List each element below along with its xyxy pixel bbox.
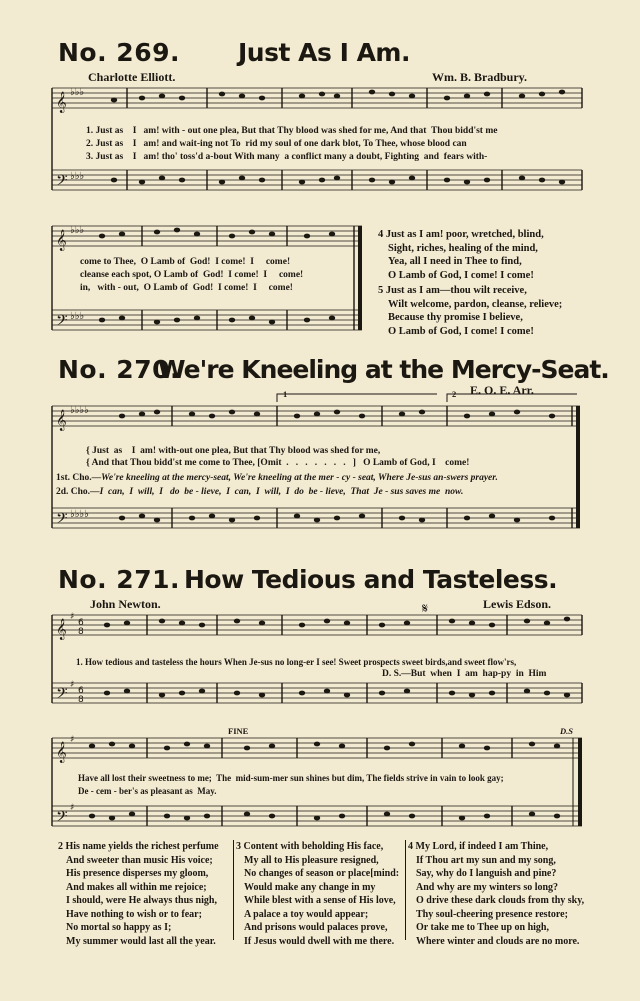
svg-text:6: 6 bbox=[78, 618, 84, 628]
svg-text:♯: ♯ bbox=[70, 612, 75, 622]
hymn-269-lyric-line: 2. Just as I am! and wait-ing not To rid my soul of one dark blot, To Thee, whose blood can bbox=[86, 139, 467, 149]
svg-text:♭♭♭: ♭♭♭ bbox=[70, 225, 85, 236]
hymn-270-chorus-2: 2d. Cho.—I can, I will, I do be - lieve, I can, I will, I do be - lieve, That Je - sus saves me now. bbox=[56, 487, 464, 497]
hymn-269-lyric-line: in, with - out, O Lamb of God! I come! I come! bbox=[80, 283, 293, 293]
hymn-271-verse-2: 2 His name yields the richest perfume And sweeter than music His voice; His presence disperses my gloom, And makes all within me rejoice; I should, were He always thus nigh, Have nothing to wish or to fear; No mortal so happy as I; My summer would last all the year. bbox=[58, 841, 219, 947]
hymn-269-title: Just As I Am. bbox=[238, 38, 410, 67]
hymn-271-ds-marker: D.S bbox=[560, 726, 573, 736]
hymn-269-verse-4: 4 Just as I am! poor, wretched, blind, Sight, riches, healing of the mind, Yea, all I need in Thee to find, O Lamb of God, I come! I come! bbox=[378, 229, 544, 281]
hymn-270-lyric-line: { Just as I am! with-out one plea, But that Thy blood was shed for me, bbox=[86, 446, 381, 456]
hymn-271-lyric-line: De - cem - ber's as pleasant as May. bbox=[78, 786, 217, 796]
hymn-269-lyric-line: 1. Just as I am! with - out one plea, But that Thy blood was shed for me, And that Thou bidd'st me bbox=[86, 126, 498, 136]
svg-text:𝄢: 𝄢 bbox=[56, 510, 68, 531]
svg-text:𝄞: 𝄞 bbox=[56, 410, 67, 431]
svg-text:𝄞: 𝄞 bbox=[56, 742, 67, 763]
svg-text:♭♭♭♭: ♭♭♭♭ bbox=[70, 405, 89, 416]
svg-text:𝄋: 𝄋 bbox=[422, 601, 429, 617]
hymn-271-fine-marker: FINE bbox=[228, 726, 249, 736]
svg-text:♭♭♭♭: ♭♭♭♭ bbox=[70, 509, 89, 520]
hymn-271-verse-3: 3 Content with beholding His face, My all to His pleasure resigned, No changes of season or place[mind: Would make any change in my While blest with a sense of His love, A palace a toy would appear; And prisons would palaces prove, If Jesus would dwell with me there. bbox=[236, 841, 400, 947]
svg-text:♯: ♯ bbox=[70, 803, 75, 813]
verse-divider bbox=[233, 840, 234, 940]
svg-text:♯: ♯ bbox=[70, 680, 75, 690]
svg-text:6: 6 bbox=[78, 686, 84, 696]
hymn-271-verse-4: 4 My Lord, if indeed I am Thine, If Thou art my sun and my song, Say, why do I languish and pine? And why are my winters so long? O drive these dark clouds from thy sky, Thy soul-cheering presence restore; Or take me to Thee up on high, Where winter and clouds are no more. bbox=[408, 841, 585, 947]
svg-text:𝄢: 𝄢 bbox=[56, 312, 68, 333]
hymn-270-ending-2: 2 bbox=[452, 389, 457, 399]
svg-text:𝄢: 𝄢 bbox=[56, 808, 68, 829]
hymn-271-author: John Newton. bbox=[90, 597, 161, 611]
svg-text:8: 8 bbox=[78, 695, 84, 705]
hymn-269-number: No. 269. bbox=[58, 38, 180, 67]
hymn-270-arranger: E. O. E. Arr. bbox=[470, 383, 534, 397]
hymn-271-lyric-line: Have all lost their sweetness to me; The mid-sum-mer sun shines but dim, The fields strive in vain to look gay; bbox=[78, 773, 504, 783]
hymn-271-composer: Lewis Edson. bbox=[483, 597, 552, 611]
hymn-269-lyric-line: cleanse each spot, O Lamb of God! I come! I come! bbox=[80, 270, 304, 280]
svg-text:𝄞: 𝄞 bbox=[56, 619, 67, 640]
hymn-271-ds-line: D. S.—But when I am hap-py in Him bbox=[382, 669, 547, 679]
hymn-271-title: How Tedious and Tasteless. bbox=[184, 565, 558, 594]
hymn-269-lyric-line: 3. Just as I am! tho' toss'd a-bout With many a conflict many a doubt, Fighting and fears with- bbox=[86, 152, 488, 162]
hymn-270-ending-1: 1 bbox=[283, 389, 288, 399]
svg-text:𝄞: 𝄞 bbox=[56, 230, 67, 251]
hymn-271-number: No. 271. bbox=[58, 565, 180, 594]
svg-text:♭♭♭: ♭♭♭ bbox=[70, 311, 85, 322]
hymn-270-lyric-line: { And that Thou bidd'st me come to Thee, [Omit . . . . . . . ] O Lamb of God, I come! bbox=[86, 458, 470, 468]
hymn-271-lyric-line: 1. How tedious and tasteless the hours When Je-sus no long-er I see! Sweet prospects sweet birds,and sweet flow'rs, bbox=[76, 657, 517, 667]
svg-text:𝄢: 𝄢 bbox=[56, 685, 68, 706]
svg-text:♯: ♯ bbox=[70, 735, 75, 745]
hymn-270-title: We're Kneeling at the Mercy-Seat. bbox=[158, 355, 609, 384]
hymn-270-number: No. 270. bbox=[58, 355, 180, 384]
svg-text:𝄢: 𝄢 bbox=[56, 172, 68, 193]
hymn-269-lyric-line: come to Thee, O Lamb of God! I come! I come! bbox=[80, 257, 291, 267]
hymn-269-verse-5: 5 Just as I am—thou wilt receive, Wilt welcome, pardon, cleanse, relieve; Because thy promise I believe, O Lamb of God, I come! I come! bbox=[378, 285, 563, 337]
svg-text:𝄞: 𝄞 bbox=[56, 92, 67, 113]
svg-text:♭♭♭: ♭♭♭ bbox=[70, 87, 85, 98]
verse-divider bbox=[405, 840, 406, 940]
hymn-270-chorus-1: 1st. Cho.—We're kneeling at the mercy-seat, We're kneeling at the mer - cy - seat, Where Je-sus an-swers prayer. bbox=[56, 473, 498, 483]
svg-text:♭♭♭: ♭♭♭ bbox=[70, 171, 85, 182]
svg-text:8: 8 bbox=[78, 627, 84, 637]
hymn-269-composer: Wm. B. Bradbury. bbox=[432, 70, 528, 84]
hymn-269-author: Charlotte Elliott. bbox=[88, 70, 176, 84]
